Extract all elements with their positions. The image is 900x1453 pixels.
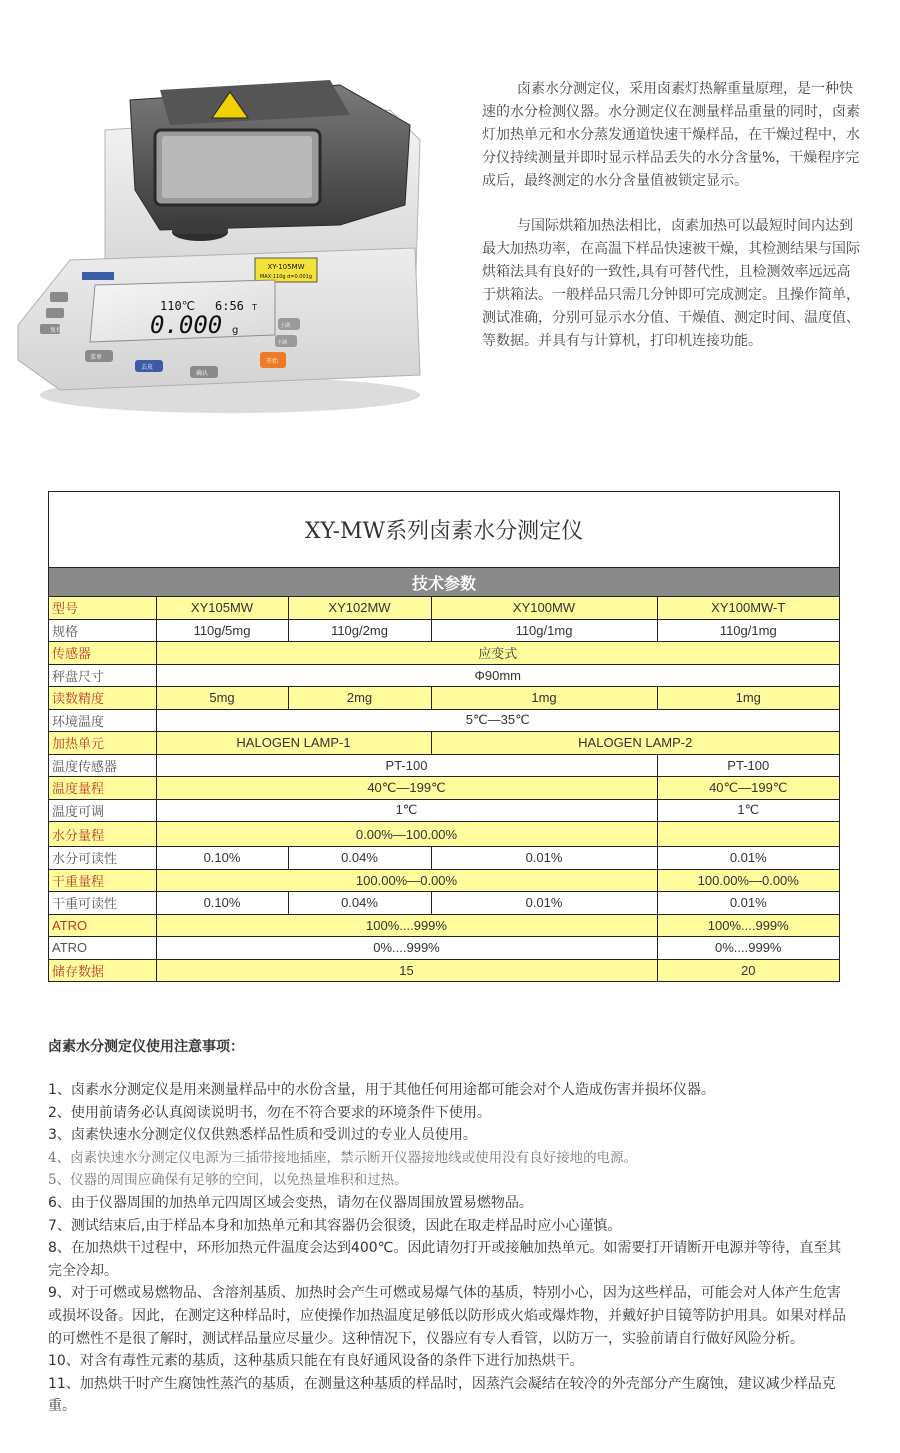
table-cell: 20 [657,959,839,981]
spec-title: XY-MW系列卤素水分测定仪 [49,492,839,568]
table-cell: 110g/2mg [288,619,431,642]
table-cell: 0.01% [657,892,839,915]
row-label: 读数精度 [49,687,156,710]
table-cell: 100%....999% [657,914,839,937]
table-cell: XY105MW [156,597,288,619]
table-cell: PT-100 [156,754,657,777]
note-item: 7、测试结束后,由于样品本身和加热单元和其容器仍会很烫，因此在取走样品时应小心谨慎。 [48,1217,622,1234]
table-row [49,937,839,960]
table-cell: 0.01% [431,847,657,870]
table-cell: 1℃ [657,799,839,822]
table-cell: 0.00%—100.00% [156,822,657,847]
table-row [49,822,839,847]
table-cell: 0.10% [156,892,288,915]
table-cell: Φ90mm [156,664,839,687]
table-cell: 0%....999% [657,937,839,960]
device-model-label: XY-105MW [267,263,305,271]
table-cell: 100%....999% [156,914,657,937]
note-item: 3、卤素快速水分测定仪仅供熟悉样品性质和受训过的专业人员使用。 [48,1127,477,1144]
row-label: 干重可读性 [49,892,156,915]
table-row [49,687,839,710]
table-cell: 0.01% [431,892,657,915]
row-label: 加热单元 [49,732,156,755]
note-item: 2、使用前请务必认真阅读说明书，勿在不符合要求的环境条件下使用。 [48,1104,491,1121]
table-cell: 40℃—199℃ [156,777,657,800]
table-cell: 0.10% [156,847,288,870]
table-cell: 1℃ [156,799,657,822]
table-row [49,732,839,755]
table-row [49,959,839,981]
table-cell: HALOGEN LAMP-2 [431,732,839,755]
table-cell: XY102MW [288,597,431,619]
btn-down: 下调 [277,340,288,346]
params-table [49,597,839,981]
table-row [49,642,839,665]
note-item: 10、对含有毒性元素的基质，这种基质只能在有良好通风设备的条件下进行加热烘干。 [48,1353,584,1370]
table-row [49,709,839,732]
row-label: 干重量程 [49,869,156,892]
table-cell: 5mg [156,687,288,710]
table-cell: 0.01% [657,847,839,870]
display-t: T [252,303,257,312]
notes-list [48,1079,848,1418]
table-cell: 100.00%—0.00% [657,869,839,892]
table-row [49,914,839,937]
table-cell: HALOGEN LAMP-1 [156,732,431,755]
btn-reset: 复位 [50,327,63,334]
table-row [49,597,839,619]
row-label: 水分可读性 [49,847,156,870]
table-cell: 110g/1mg [431,619,657,642]
display-temp: 110℃ [160,299,196,313]
display-time: 6:56 [215,299,244,313]
spec-header: 技术参数 [49,568,839,597]
spec-table [48,491,840,982]
table-cell: 0.04% [288,847,431,870]
notes-title: 卤素水分测定仪使用注意事项： [48,1039,244,1055]
row-label: 规格 [49,619,156,642]
table-cell: 应变式 [156,642,839,665]
btn-tare: 去皮 [141,364,154,371]
row-label: ATRO [49,937,156,960]
intro-paragraph-1: 卤素水分测定仪，采用卤素灯热解重量原理，是一种快速的水分检测仪器。水分测定仪在测量样品重量的同时，卤素灯加热单元和水分蒸发通道快速干燥样品，在干燥过程中，水分仪持续测量并即时显示样品丢失的水分含量%，干燥程序完成后，最终测定的水分含量值被锁定显示。 [482,81,860,189]
note-item: 6、由于仪器周围的加热单元四周区域会变热，请勿在仪器周围放置易燃物品。 [48,1194,533,1211]
table-cell: 2mg [288,687,431,710]
note-item: 11、加热烘干时产生腐蚀性蒸汽的基质，在测量这种基质的样品时，因蒸汽会凝结在较冷的外壳部分产生腐蚀，建议减少样品克重。 [48,1375,836,1415]
table-row [49,799,839,822]
display-unit: g [232,325,239,336]
row-label: 水分量程 [49,822,156,847]
table-cell: 0.04% [288,892,431,915]
moisture-analyzer-image [10,70,430,430]
table-row [49,664,839,687]
intro-paragraph-2: 与国际烘箱加热法相比，卤素加热可以最短时间内达到最大加热功率，在高温下样品快速被干燥，其检测结果与国际烘箱法具有良好的一致性,具有可替代性，且检测效率远远高于烘箱法。一般样品只需几分钟即可完成测定。且操作简单，测试准确，分别可显示水分值、干燥值、测定时间、温度值、等数据。并具有与计算机，打印机连接功能。 [482,218,860,349]
note-item: 8、在加热烘干过程中，环形加热元件温度会达到400℃。因此请勿打开或接触加热单元。如需要打开请断开电源并等待，直至其完全冷却。 [48,1240,842,1279]
note-item: 9、对于可燃或易燃物品、含溶剂基质、加热时会产生可燃或易爆气体的基质，特别小心，因为这些样品，可能会对人体产生危害或损坏设备。因此，在测定这种样品时，应使操作加热温度足够低以防形成火焰或爆炸物，并戴好护目镜等防护用具。如果对样品的可燃性不是很了解时，测试样品量应尽量少。这种情况下，仪器应有专人看管，以防万一，实验前请自行做好风险分析。 [48,1285,846,1347]
table-cell: 0%....999% [156,937,657,960]
note-item: 4、卤素快速水分测定仪电源为三插带接地插座，禁示断开仪器接地线或使用没有良好接地的电源。 [48,1149,638,1166]
row-label: 温度可调 [49,799,156,822]
row-label: 秤盘尺寸 [49,664,156,687]
row-label: 传感器 [49,642,156,665]
intro-text [482,78,862,375]
row-label: 温度量程 [49,777,156,800]
table-cell: 110g/1mg [657,619,839,642]
note-item: 5、仪器的周围应确保有足够的空间，以免热量堆积和过热。 [48,1172,408,1189]
table-cell: 1mg [431,687,657,710]
row-label: 环境温度 [49,709,156,732]
note-item: 1、卤素水分测定仪是用来测量样品中的水份含量，用于其他任何用途都可能会对个人造成伤害并损坏仪器。 [48,1082,715,1098]
display-value: 0.000 [150,311,223,339]
btn-menu: 菜单 [90,354,103,361]
table-row [49,847,839,870]
table-cell: 40℃—199℃ [657,777,839,800]
btn-start: 开始 [266,358,279,365]
table-row [49,619,839,642]
row-label: 温度传感器 [49,754,156,777]
table-cell: 100.00%—0.00% [156,869,657,892]
btn-confirm: 确认 [196,370,209,377]
table-cell: 15 [156,959,657,981]
table-cell: 110g/5mg [156,619,288,642]
table-cell: 1mg [657,687,839,710]
table-row [49,869,839,892]
table-cell: 5℃—35℃ [156,709,839,732]
table-cell: PT-100 [657,754,839,777]
btn-up: 上调 [280,323,291,329]
table-cell: XY100MW-T [657,597,839,619]
table-row [49,892,839,915]
table-cell [657,822,839,847]
row-label: ATRO [49,914,156,937]
table-row [49,754,839,777]
row-label: 型号 [49,597,156,619]
row-label: 储存数据 [49,959,156,981]
device-max-label: MAX:110g d=0.001g [259,274,313,280]
table-row [49,777,839,800]
table-cell: XY100MW [431,597,657,619]
